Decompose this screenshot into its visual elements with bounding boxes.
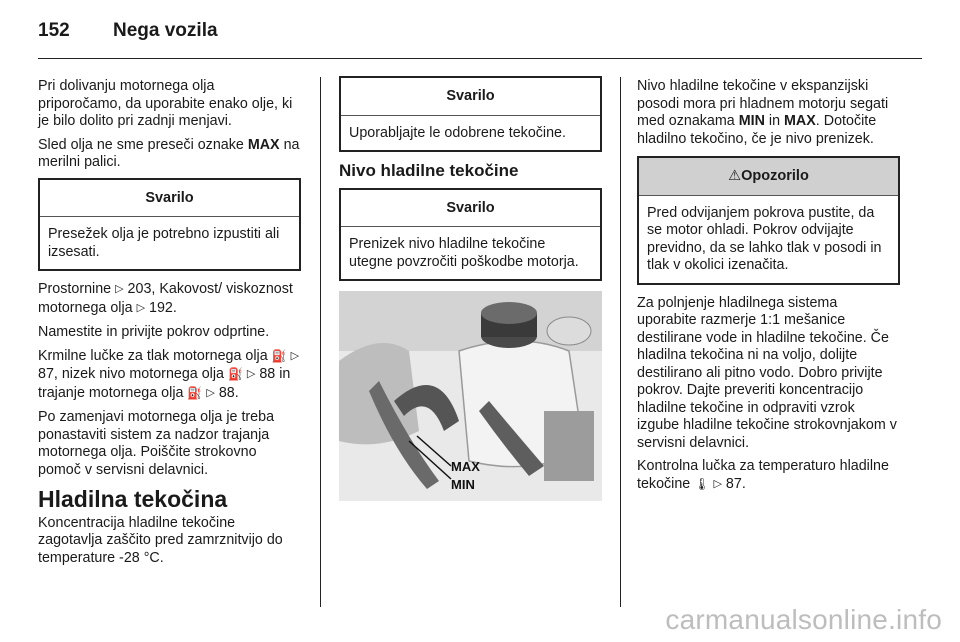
text-run: , nizek nivo motornega olja <box>53 366 228 382</box>
caution-title: Svarilo <box>40 180 299 218</box>
caution-box-approved-fluids <box>339 76 602 152</box>
caution-body: Uporabljajte le odobrene tekočine. <box>349 124 566 141</box>
column-3 <box>637 78 900 500</box>
oil-level-icon: ⛽ <box>227 367 243 381</box>
page-ref-icon: ▷ <box>136 301 146 314</box>
warning-lights-paragraph <box>38 348 301 404</box>
page-ref-link[interactable]: 87 <box>38 366 54 382</box>
page-ref-link[interactable]: 88 <box>259 366 276 382</box>
min-mark-label: MIN <box>451 477 475 492</box>
page-header <box>38 20 218 42</box>
coolant-temperature-icon: 🌡 <box>694 476 710 491</box>
text-run: na merilni palici. <box>38 136 300 170</box>
page-number: 152 <box>38 20 70 41</box>
oil-max-paragraph <box>38 137 301 172</box>
text-run: Krmilne lučke za tlak motornega olja <box>38 347 272 364</box>
warning-title <box>639 158 898 196</box>
watermark: carmanualsonline.info <box>665 604 942 635</box>
page-ref-link[interactable]: 88 <box>218 384 235 401</box>
warning-triangle-icon: ⚠ <box>728 168 742 184</box>
coolant-level-paragraph <box>637 78 900 148</box>
text-run: . Dotočite hladilno tekočino, če je nivo prenizek. <box>637 113 877 147</box>
coolant-temp-light-paragraph <box>637 458 900 494</box>
page-ref-icon: ▷ <box>206 386 215 399</box>
page-ref-icon: ▷ <box>246 368 256 380</box>
text-run: . <box>234 384 239 401</box>
header-rule <box>38 58 922 59</box>
capacities-paragraph <box>38 281 301 318</box>
text-run: . <box>172 299 177 316</box>
caution-box-low-level <box>339 188 602 282</box>
oil-life-icon: ⛽ <box>187 385 203 400</box>
warning-title-text: Opozorilo <box>741 168 809 184</box>
oil-reset-paragraph: Po zamenjavi motornega olja je treba ponastaviti sistem za nadzor trajanja motornega olja. Poiščite strokovno pomoč v servisni delavnici. <box>38 409 275 478</box>
oil-topup-paragraph: Pri dolivanju motornega olja priporočamo, da uporabite enako olje, ki je bilo dolito pri zadnji menjavi. <box>38 78 293 129</box>
page-ref-icon: ▷ <box>115 283 124 295</box>
caution-title: Svarilo <box>341 190 600 228</box>
text-run: Kontrolna lučka za temperaturo hladilne tekočine <box>637 458 889 492</box>
column-divider-1 <box>320 77 321 607</box>
caution-body: Presežek olja je potrebno izpustiti ali izsesati. <box>48 226 280 260</box>
text-run: Prostornine <box>38 281 116 297</box>
page-ref-link[interactable]: 87 <box>725 475 742 492</box>
text-run: . <box>741 475 746 492</box>
text-run: in <box>764 113 785 129</box>
page-ref-icon: ▷ <box>290 349 300 362</box>
caution-body: Prenizek nivo hladilne tekočine utegne povzročiti poškodbe motorja. <box>349 236 579 270</box>
warning-box-hot-coolant <box>637 156 900 285</box>
page-ref-link[interactable]: 203 <box>127 281 152 297</box>
min-label: MIN <box>738 113 765 129</box>
coolant-reservoir-photo <box>339 291 602 501</box>
page-ref-link[interactable]: 192 <box>149 299 173 316</box>
warning-body: Pred odvijanjem pokrova pustite, da se motor ohladi. Pokrov odvijajte previdno, da se lahko tlak v posodi in tlak v okolici izenačita. <box>647 204 882 273</box>
caution-box-oil-excess <box>38 178 301 272</box>
oil-pressure-icon: ⛽ <box>271 348 287 363</box>
text-run: Nivo hladilne tekočine v ekspanzijski posodi mora pri hladnem motorju segati med oznakama <box>637 78 889 129</box>
text-run: , Kakovost/ viskoznost motornega olja <box>38 281 293 316</box>
coolant-heading: Hladilna tekočina <box>38 486 228 512</box>
cap-paragraph: Namestite in privijte pokrov odprtine. <box>38 324 270 340</box>
column-divider-2 <box>620 77 621 607</box>
max-label: MAX <box>247 136 280 153</box>
text-run: Sled olja ne sme preseči oznake <box>38 136 248 153</box>
coolant-mixture-paragraph: Za polnjenje hladilnega sistema uporabite razmerje 1:1 mešanice destilirane vode in hladilne tekočine. Če hladilna tekočina ni na voljo, dolijte destilirano ali pitno vodo. Dobro privijte pokrov. Dajte preveriti koncentracijo hladilne tekočine in odpraviti vzrok izgube hladilne tekočine strokovnjakom v servisni delavnici. <box>637 294 897 451</box>
page-ref-icon: ▷ <box>713 477 722 490</box>
page-title: Nega vozila <box>113 20 218 41</box>
caution-title: Svarilo <box>341 78 600 116</box>
column-1 <box>38 78 301 573</box>
column-2 <box>339 78 602 501</box>
coolant-level-heading: Nivo hladilne tekočine <box>339 161 519 180</box>
max-label: MAX <box>784 113 816 129</box>
coolant-intro-paragraph: Koncentracija hladilne tekočine zagotavlja zaščito pred zamrznitvijo do temperature -28 °C. <box>38 514 283 566</box>
max-mark-label: MAX <box>451 459 480 474</box>
text-run: in trajanje motornega olja <box>38 366 291 401</box>
